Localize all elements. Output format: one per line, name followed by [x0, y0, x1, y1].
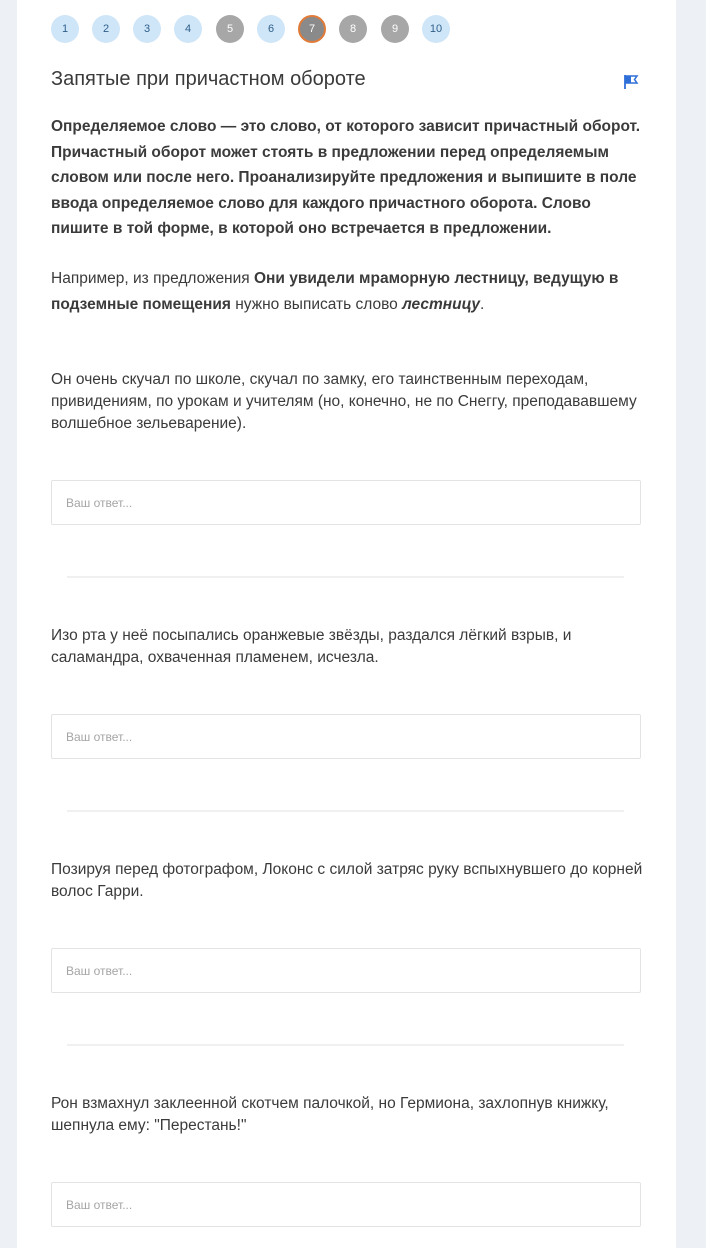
- answer-input-2[interactable]: [51, 714, 641, 759]
- question-divider: [67, 1044, 624, 1046]
- example-answer: лестницу: [402, 295, 481, 313]
- question-divider: [67, 810, 624, 812]
- example-middle: нужно выписать слово: [230, 295, 403, 313]
- page-button-10[interactable]: 10: [422, 15, 450, 43]
- page-button-3[interactable]: 3: [133, 15, 161, 43]
- answer-input-1[interactable]: [51, 480, 641, 525]
- page-button-2[interactable]: 2: [92, 15, 120, 43]
- example-suffix: .: [480, 295, 485, 313]
- question-3-text: Позируя перед фотографом, Локонс с силой затряс руку вспыхнувшего до корней волос Гарри.: [51, 861, 643, 900]
- page-button-1[interactable]: 1: [51, 15, 79, 43]
- example-sentence: Они увидели мраморную лестницу, ведущую в подземные помещения: [51, 270, 619, 313]
- page-button-9[interactable]: 9: [381, 15, 409, 43]
- page-button-5[interactable]: 5: [216, 15, 244, 43]
- answer-input-4[interactable]: [51, 1182, 641, 1227]
- question-4-text: Рон взмахнул заклеенной скотчем палочкой, но Гермиона, захлопнув книжку, шепнула ему: "Перестань!": [51, 1095, 609, 1134]
- page-button-7-current[interactable]: 7: [298, 15, 326, 43]
- page-button-6[interactable]: 6: [257, 15, 285, 43]
- task-title: Запятые при причастном обороте: [51, 68, 366, 90]
- question-2-text: Изо рта у неё посыпались оранжевые звёзды, раздался лёгкий взрыв, и саламандра, охваченная пламенем, исчезла.: [51, 627, 572, 666]
- task-example: [51, 266, 647, 317]
- flag-icon[interactable]: [623, 74, 639, 90]
- task-card: [17, 0, 676, 1248]
- example-prefix: Например, из предложения: [51, 270, 254, 287]
- answer-input-3[interactable]: [51, 948, 641, 993]
- question-1-text: Он очень скучал по школе, скучал по замку, его таинственным переходам, привидениям, по урокам и учителям (но, конечно, не по Снеггу, преподававшему волшебное зельеварение).: [51, 371, 637, 432]
- page-button-8[interactable]: 8: [339, 15, 367, 43]
- task-instructions: Определяемое слово — это слово, от которого зависит причастный оборот. Причастный оборот может стоять в предложении перед определяемым словом или после него. Проанализируйте предложения и выпишите в поле ввода определяемое слово для каждого причастного оборота. Слово пишите в той форме, в которой оно встречается в предложении.: [51, 118, 641, 238]
- question-divider: [67, 576, 624, 578]
- page-button-4[interactable]: 4: [174, 15, 202, 43]
